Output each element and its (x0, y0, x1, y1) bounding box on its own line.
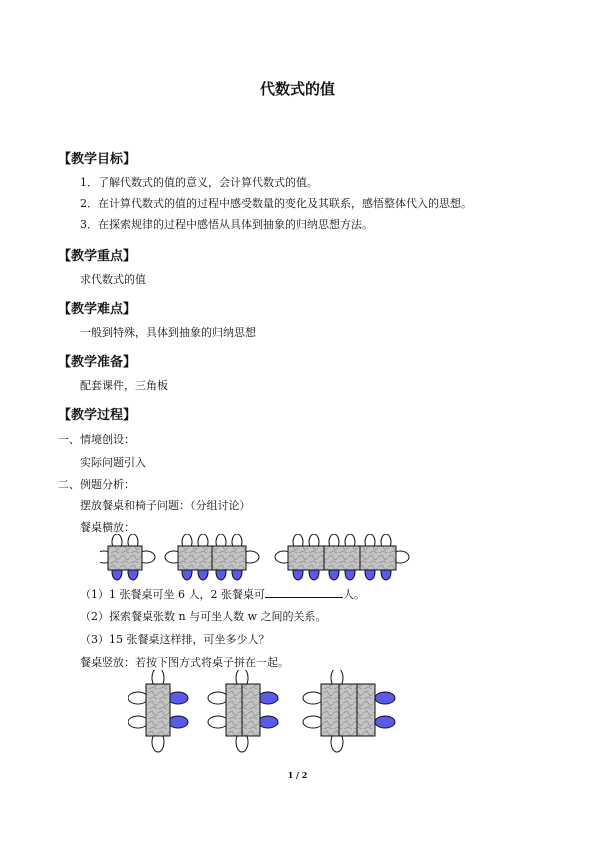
chair-right (168, 692, 188, 704)
process-part1-text: 实际问题引入 (80, 456, 146, 469)
table (321, 684, 339, 736)
chair-left (128, 716, 148, 728)
question-2: （2）探索餐桌张数 n 与可坐人数 w 之间的关系。 (80, 610, 327, 623)
key-text: 求代数式的值 (80, 273, 146, 286)
horizontal-tables-figure (100, 534, 440, 584)
chair-right (168, 716, 188, 728)
chair-left (208, 692, 228, 704)
chair-right (258, 692, 278, 704)
table (242, 684, 260, 736)
heading-goals: 【教学目标】 (58, 152, 137, 167)
three-table-group (275, 534, 409, 580)
horizontal-label: 餐桌横放： (80, 521, 135, 534)
question-1 (80, 587, 365, 602)
chair-left (303, 716, 323, 728)
chair-right (375, 716, 395, 728)
chair-right (375, 692, 395, 704)
table (339, 684, 357, 736)
goal-item-2: 2．在计算代数式的值的过程中感受数量的变化及其联系，感悟整体代入的思想。 (80, 197, 472, 210)
chair-right (258, 716, 278, 728)
vertical-three-table-group (303, 670, 395, 752)
heading-process: 【教学过程】 (58, 408, 137, 423)
question-3: （3）15 张餐桌这样排，可坐多少人？ (80, 633, 270, 646)
vertical-tables-figure (128, 670, 418, 760)
answer-blank (265, 587, 343, 598)
table (108, 546, 142, 570)
table (324, 546, 360, 570)
vertical-one-table-group (128, 670, 188, 752)
problem-text: 摆放餐桌和椅子问题：（分组讨论） (80, 499, 251, 512)
difficulty-text: 一般到特殊，具体到抽象的归纳思想 (80, 326, 256, 339)
process-part1: 一、情境创设： (58, 433, 135, 446)
table (226, 684, 242, 736)
chair-left (128, 692, 148, 704)
chair-left (208, 716, 228, 728)
page-number: 1 / 2 (287, 770, 308, 780)
table (212, 546, 246, 570)
goal-item-3: 3．在探索规律的过程中感悟从具体到抽象的归纳思想方法。 (80, 218, 373, 231)
heading-prep: 【教学准备】 (58, 355, 137, 370)
goal-item-1: 1．了解代数式的值的意义，会计算代数式的值。 (80, 176, 318, 189)
heading-difficulty: 【教学难点】 (58, 302, 137, 317)
two-table-group (165, 534, 259, 580)
vertical-two-table-group (208, 670, 278, 752)
vertical-label: 餐桌竖放：若按下图方式将桌子拼在一起。 (80, 656, 289, 669)
prep-text: 配套课件，三角板 (80, 379, 168, 392)
table (288, 546, 324, 570)
heading-key: 【教学重点】 (58, 249, 137, 264)
table (178, 546, 212, 570)
page-title: 代数式的值 (259, 80, 335, 98)
one-table-group (100, 534, 155, 580)
table (360, 546, 396, 570)
question-1-before: （1）1 张餐桌可坐 6 人，2 张餐桌可 (80, 588, 265, 601)
table (146, 684, 170, 736)
question-1-after: 人。 (342, 588, 365, 601)
chair-left (303, 692, 323, 704)
process-part2: 二、例题分析： (58, 478, 135, 491)
table (357, 684, 375, 736)
